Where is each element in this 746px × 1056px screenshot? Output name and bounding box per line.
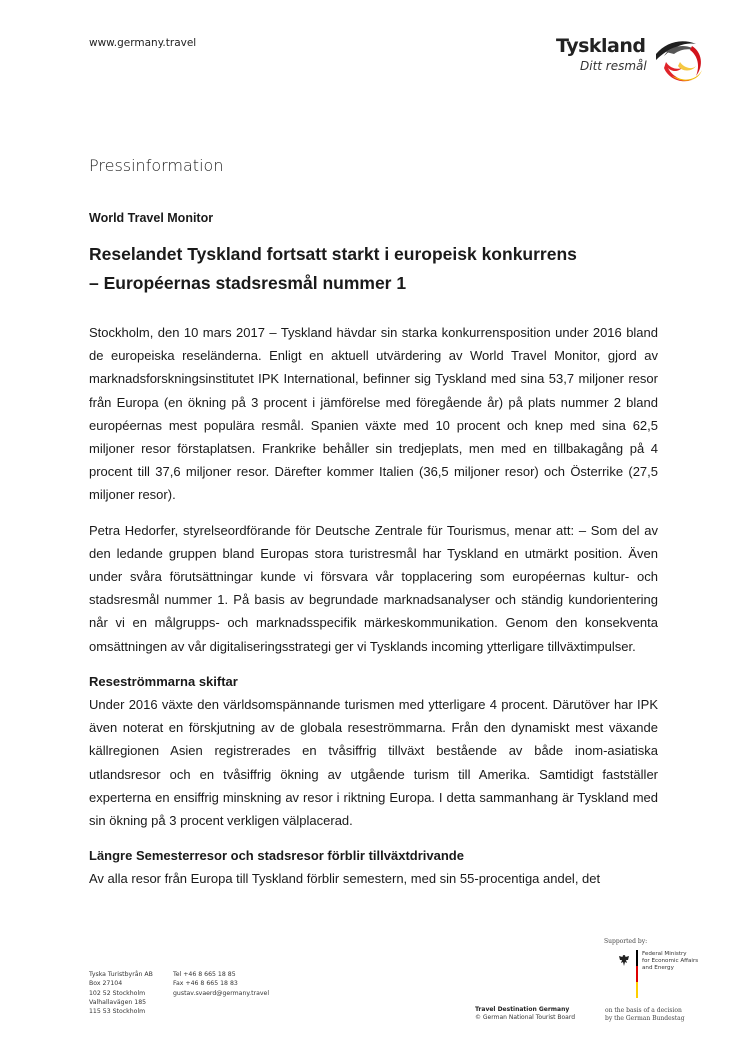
supported-by-label: Supported by: bbox=[604, 938, 648, 945]
address-line: 115 53 Stockholm bbox=[89, 1008, 146, 1016]
headline-line-2: – Européernas stadsresmål nummer 1 bbox=[89, 273, 407, 293]
tdg-credit bbox=[475, 1006, 575, 1022]
footer-address bbox=[89, 970, 153, 1016]
website-url: www.germany.travel bbox=[89, 37, 197, 49]
address-line: Valhallavägen 185 bbox=[89, 998, 147, 1006]
phone: Tel +46 8 665 18 85 bbox=[173, 971, 236, 978]
logo-subtitle: Ditt resmål bbox=[580, 59, 647, 73]
ministry-name bbox=[642, 951, 698, 973]
decision-line: on the basis of a decision bbox=[605, 1007, 682, 1014]
tdg-subtitle: © German National Tourist Board bbox=[475, 1014, 576, 1021]
address-line: 102 52 Stockholm bbox=[89, 989, 146, 997]
paragraph-intro: Stockholm, den 10 mars 2017 – Tyskland hävdar sin starka konkurrensposition under 2016 bland de europeiska reseländerna. Enligt en aktuell utvärdering av World Travel Monitor, gjord av marknadsforskningsinstitutet IPK International, befinner sig Tyskland med sina 53,7 miljoner resor från Europa (en ökning på 3 procent i jämförelse med föregående år) på plats nummer 2 bland européernas mest populära resmål. Spanien växte med 10 procent och knep med sina 62,5 miljoner resor förstaplatsen. Frankrike behåller sin tredjeplats, men med en tillbakagång på 4 procent till 37,6 miljoner resor. Därefter kommer Italien (36,5 miljoner resor) och Österrike (27,5 miljoner resor). bbox=[89, 325, 658, 503]
email-link[interactable]: gustav.svaerd@germany.travel bbox=[173, 989, 270, 997]
ministry-line: for Economic Affairs bbox=[642, 958, 699, 965]
ministry-line: and Energy bbox=[642, 965, 674, 972]
ministry-logo bbox=[618, 950, 708, 1000]
tyskland-logo bbox=[556, 32, 706, 87]
article-body bbox=[89, 321, 658, 891]
address-line: Box 27104 bbox=[89, 980, 123, 988]
section-heading: Längre Semesterresor och stadsresor förblir tillväxtdrivande bbox=[89, 848, 464, 864]
paragraph-section: Under 2016 växte den världsomspännande turismen med ytterligare 4 procent. Därutöver har IPK även noterat en förskjutning av de globala reseströmmarna. Från den dynamiskt mest växande källregionen Asien registrerades en tvåsiffrig tillväxt bestående av både inom-asiatiska utlandsresor och en tvåsiffrig ökning av utgående turism till Amerika. Samtidigt fastställer experterna en ensiffrig minskning av resor i riktning Europa. I detta sammanhang är Tyskland med sin ökning på 3 procent verkligen välplacerad. bbox=[89, 697, 658, 829]
kicker: World Travel Monitor bbox=[89, 211, 214, 225]
section-label: Pressinformation bbox=[89, 156, 224, 175]
footer-contact bbox=[173, 970, 269, 998]
decision-line: by the German Bundestag bbox=[605, 1014, 685, 1022]
german-flag-bar bbox=[636, 950, 638, 998]
ministry-line: Federal Ministry bbox=[642, 951, 687, 957]
logo-title: Tyskland bbox=[556, 35, 646, 57]
headline bbox=[89, 240, 669, 298]
paragraph-quote: Petra Hedorfer, styrelseordförande för Deutsche Zentrale für Tourismus, menar att: – Som del av den ledande gruppen bland Europas stora turistresmål har Tyskland en utmärkt position. Även under svåra förutsättningar kunde vi försvara vår topplacering som européernas kultur- och stadsresmål nummer 1. På basis av begrundade marknadsanalyser och ständig kundorientering når vi en målgrupps- och marknadsspecifik märkeskommunikation. Genom den konsekventa omsättningen av vår digitaliseringsstrategi ger vi Tysklands incoming ytterligare tillväxtimpulser. bbox=[89, 522, 658, 654]
paragraph-section: Av alla resor från Europa till Tyskland förblir semestern, med sin 55-procentiga andel, det bbox=[89, 871, 601, 887]
address-line: Tyska Turistbyrån AB bbox=[89, 971, 153, 978]
germany-swoosh-logo-icon bbox=[652, 32, 706, 86]
tdg-title: Travel Destination Germany bbox=[475, 1006, 570, 1013]
headline-line-1: Reselandet Tyskland fortsatt starkt i europeisk konkurrens bbox=[89, 244, 577, 264]
bundestag-decision bbox=[605, 1007, 685, 1022]
section-heading: Reseströmmarna skiftar bbox=[89, 673, 238, 689]
fax: Fax +46 8 665 18 83 bbox=[173, 980, 238, 988]
federal-eagle-icon bbox=[618, 954, 630, 967]
